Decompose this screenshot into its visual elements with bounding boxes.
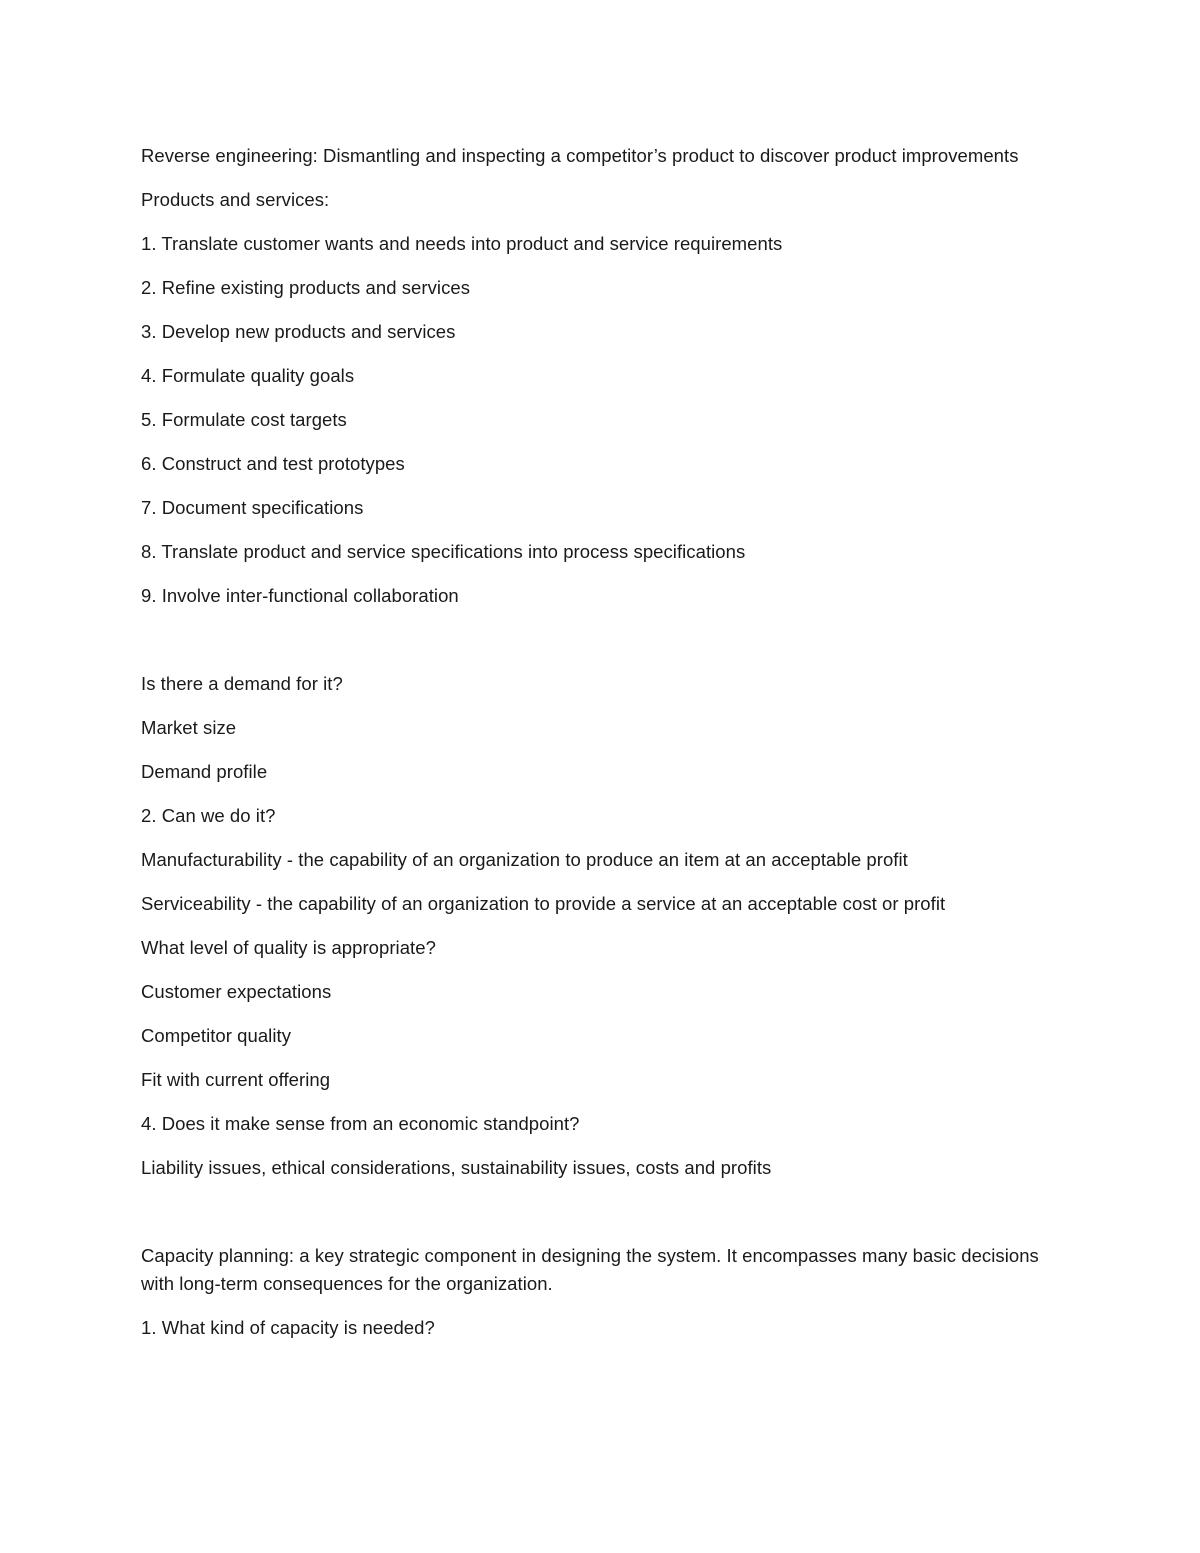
document-paragraph: Reverse engineering: Dismantling and inspecting a competitor’s product to discover product improvements xyxy=(141,145,1019,166)
document-paragraph: 1. What kind of capacity is needed? xyxy=(141,1317,435,1338)
document-paragraph: 4. Formulate quality goals xyxy=(141,365,355,386)
document-paragraph: 7. Document specifications xyxy=(141,497,364,518)
document-paragraph: Products and services: xyxy=(141,189,330,210)
document-paragraph: 2. Can we do it? xyxy=(141,805,276,826)
document-paragraph: Fit with current offering xyxy=(141,1069,331,1090)
document-paragraph: 9. Involve inter-functional collaboration xyxy=(141,585,459,606)
document-paragraph: Market size xyxy=(141,717,237,738)
document-paragraph: Manufacturability - the capability of an organization to produce an item at an acceptable profit xyxy=(141,849,908,870)
document-paragraph: 4. Does it make sense from an economic standpoint? xyxy=(141,1113,580,1134)
document-paragraph: Customer expectations xyxy=(141,981,332,1002)
document-paragraph: Serviceability - the capability of an organization to provide a service at an acceptable cost or profit xyxy=(141,893,946,914)
document-paragraph: 5. Formulate cost targets xyxy=(141,409,347,430)
document-paragraph: 6. Construct and test prototypes xyxy=(141,453,405,474)
document-paragraph: Liability issues, ethical considerations, sustainability issues, costs and profits xyxy=(141,1157,772,1178)
document-paragraph: 8. Translate product and service specifications into process specifications xyxy=(141,541,746,562)
document-paragraph: Demand profile xyxy=(141,761,268,782)
document-paragraph: Competitor quality xyxy=(141,1025,291,1046)
document-paragraph: 3. Develop new products and services xyxy=(141,321,456,342)
document-paragraph: What level of quality is appropriate? xyxy=(141,937,436,958)
document-paragraph: Capacity planning: a key strategic component in designing the system. It encompasses many basic decisions with long-term consequences for the organization. xyxy=(141,1245,1039,1294)
document-paragraph: 2. Refine existing products and services xyxy=(141,277,471,298)
document-paragraph: 1. Translate customer wants and needs into product and service requirements xyxy=(141,233,783,254)
document-paragraph: Is there a demand for it? xyxy=(141,673,343,694)
document-body xyxy=(141,142,1041,1342)
